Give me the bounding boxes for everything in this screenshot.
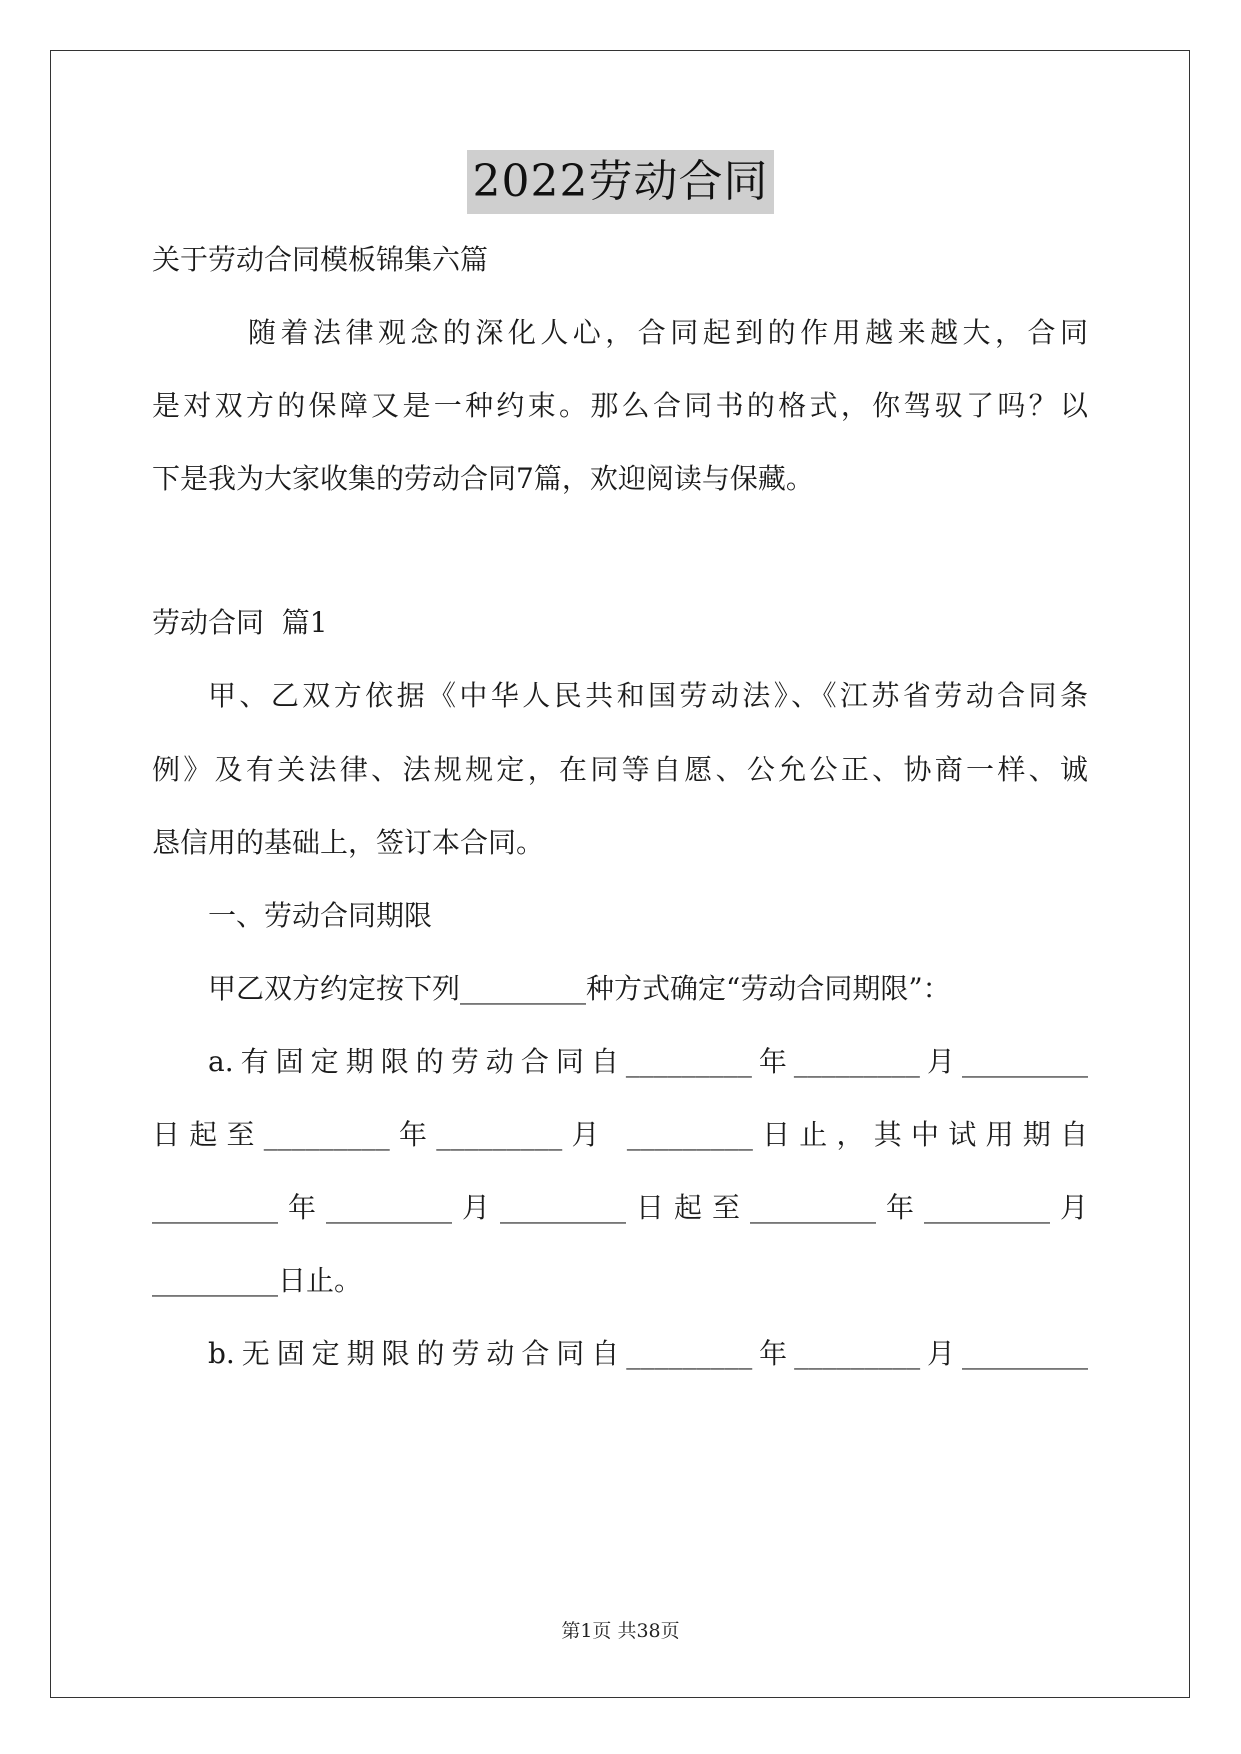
body-line: 恳信用的基础上，签订本合同。 bbox=[152, 826, 545, 859]
page-border bbox=[50, 50, 1190, 1698]
body-line: a.有固定期限的劳动合同自_________年_________月_________ bbox=[208, 1045, 1088, 1078]
document-subtitle: 关于劳动合同模板锦集六篇 bbox=[152, 243, 489, 276]
section-heading: 劳动合同 篇1 bbox=[152, 606, 328, 639]
body-line: 甲乙双方约定按下列_________种方式确定“劳动合同期限”： bbox=[208, 972, 951, 1005]
body-line: 例》及有关法律、法规规定，在同等自愿、公允公正、协商一样、诚 bbox=[152, 753, 1088, 786]
intro-line: 下是我为大家收集的劳动合同7篇，欢迎阅读与保藏。 bbox=[152, 462, 814, 495]
clause-heading: 一、劳动合同期限 bbox=[208, 899, 433, 932]
body-line: _________年_________月_________日起至_________年_________月 bbox=[152, 1191, 1088, 1224]
body-line: _________日止。 bbox=[152, 1264, 363, 1297]
body-line: 甲、乙双方依据《中华人民共和国劳动法》、《江苏省劳动合同条 bbox=[208, 679, 1088, 712]
intro-line: 是对双方的保障又是一种约束。那么合同书的格式，你驾驭了吗？以 bbox=[152, 389, 1088, 422]
document-title: 2022劳动合同 bbox=[467, 150, 775, 214]
intro-line: 随着法律观念的深化人心，合同起到的作用越来越大，合同 bbox=[248, 316, 1088, 349]
page-footer: 第1页 共38页 bbox=[561, 1620, 680, 1642]
title-container bbox=[0, 150, 1241, 214]
body-line: 日起至_________年_________月 _________日止，其中试用期自 bbox=[152, 1118, 1088, 1151]
body-line: b.无固定期限的劳动合同自_________年_________月_________ bbox=[208, 1337, 1088, 1370]
